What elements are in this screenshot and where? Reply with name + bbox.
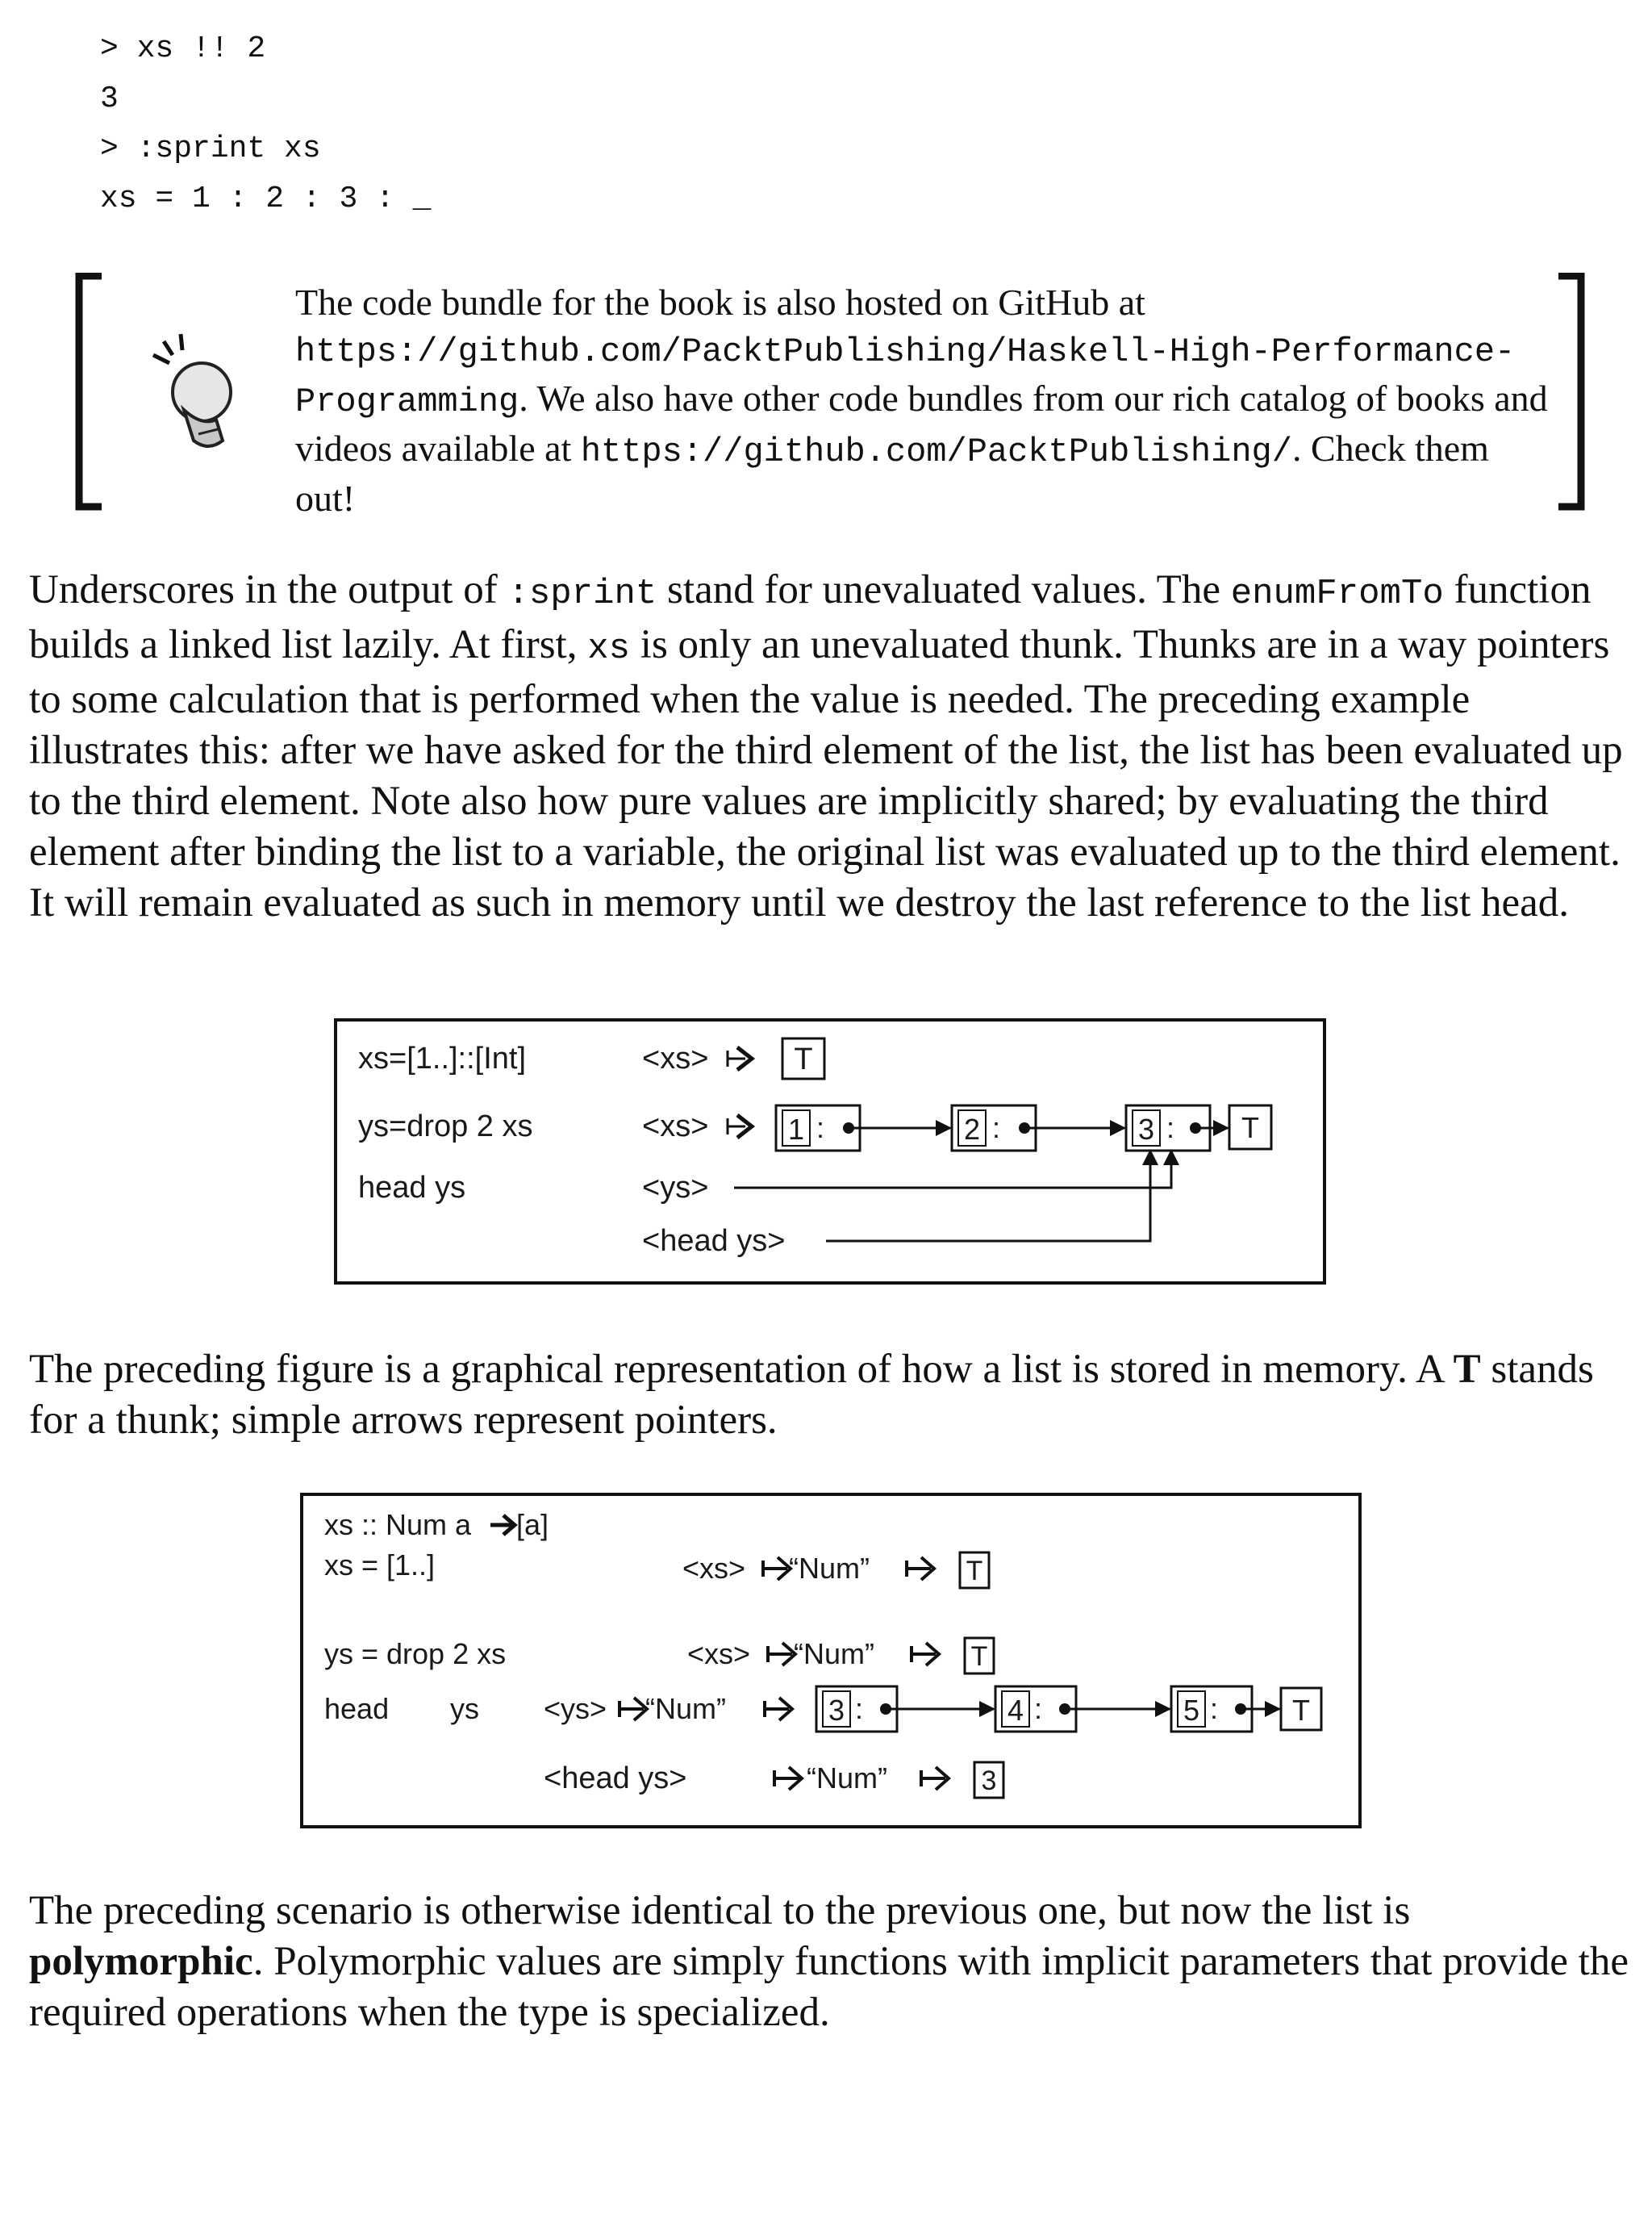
code-line: > xs !! 2 xyxy=(100,31,266,66)
cons-cell-2 xyxy=(952,1105,1036,1151)
svg-text::: : xyxy=(1166,1111,1175,1144)
xs-ref: <xs> xyxy=(642,1042,709,1076)
svg-text::: : xyxy=(992,1111,1001,1144)
cons-cell-3 xyxy=(816,1686,897,1732)
svg-text:<ys>: <ys> xyxy=(544,1692,607,1725)
xs-ref: <xs> xyxy=(642,1109,709,1143)
svg-text:T: T xyxy=(966,1556,983,1586)
svg-text:T: T xyxy=(1241,1111,1259,1144)
code-block xyxy=(100,24,431,224)
svg-text::: : xyxy=(1210,1692,1219,1725)
svg-text:“Num”: “Num” xyxy=(807,1761,887,1795)
svg-text::: : xyxy=(855,1692,864,1725)
svg-text:“Num”: “Num” xyxy=(794,1637,874,1670)
svg-text:2: 2 xyxy=(963,1113,981,1146)
svg-text:3: 3 xyxy=(981,1765,997,1796)
figure-list-memory xyxy=(334,1018,1326,1289)
ys-ref: <ys> xyxy=(642,1171,709,1205)
right-bracket xyxy=(1558,276,1581,507)
tip-text: The code bundle for the book is also hosted on GitHub at https://github.com/PacktPublishing/Haskell-High-Performance-Programming. We also have other code bundles from our rich catalog of books and videos available at https://github.com/PacktPublishing/. Check them out! xyxy=(295,282,1548,519)
row-label: head ys xyxy=(358,1171,466,1205)
code-line: xs = 1 : 2 : 3 : _ xyxy=(100,182,432,216)
tip-box xyxy=(73,273,1589,519)
svg-text::: : xyxy=(816,1111,825,1144)
svg-text:<head ys>: <head ys> xyxy=(544,1761,687,1795)
figure-svg xyxy=(334,1018,1326,1285)
svg-text:T: T xyxy=(794,1042,813,1076)
svg-text:T: T xyxy=(970,1641,988,1672)
github-url[interactable]: https://github.com/PacktPublishing/ xyxy=(580,432,1292,471)
svg-text:3: 3 xyxy=(1137,1113,1155,1146)
svg-text:“Num”: “Num” xyxy=(645,1692,726,1725)
svg-text:[a]: [a] xyxy=(516,1508,549,1541)
lightbulb-icon xyxy=(153,334,231,446)
svg-text:<xs>: <xs> xyxy=(687,1637,751,1670)
cons-cell-5 xyxy=(1171,1686,1252,1732)
svg-text:1: 1 xyxy=(787,1113,805,1146)
paragraph: Underscores in the output of :sprint stand for unevaluated values. The enumFromTo function builds a linked list lazily. At first, xs is only an unevaluated thunk. Thunks are in a way pointers to some calculation that is performed when the value is needed. The preceding example illustrates this: after we have asked for the third element of the list, the list has been evaluated up to the third element. Note also how pure values are implicitly shared; by evaluating the third element after binding the list to a variable, the original list was evaluated up to the third element. It will remain evaluated as such in memory until we destroy the last reference to the list head. xyxy=(29,567,1623,925)
svg-text:T: T xyxy=(1292,1694,1310,1727)
svg-text::: : xyxy=(1034,1692,1043,1725)
code-line: > :sprint xs xyxy=(100,132,321,166)
github-url[interactable]: https://github.com/PacktPublishing/Haskell-High-Performance-Programming xyxy=(295,332,1516,421)
svg-text:“Num”: “Num” xyxy=(789,1552,870,1585)
paragraph: The preceding scenario is otherwise identical to the previous one, but now the list is polymorphic. Polymorphic values are simply functions with implicit parameters that provide the required operations when the type is specialized. xyxy=(29,1888,1629,2035)
figure-polymorphic-list xyxy=(300,1493,1362,1832)
figure-svg xyxy=(300,1493,1362,1828)
definition: xs = [1..] xyxy=(324,1548,436,1581)
cons-cell-1 xyxy=(776,1105,860,1151)
definition: ys = drop 2 xs xyxy=(324,1637,507,1670)
code-line: 3 xyxy=(100,81,119,116)
left-bracket xyxy=(79,276,102,507)
type-signature: xs :: Num a xyxy=(324,1508,472,1541)
row-label: xs=[1..]::[Int] xyxy=(358,1042,527,1076)
head-ys-ref: <head ys> xyxy=(642,1224,786,1258)
paragraph: The preceding figure is a graphical representation of how a list is stored in memory. A T stands for a thunk; simple arrows represent pointers. xyxy=(29,1347,1594,1443)
svg-text:5: 5 xyxy=(1183,1694,1200,1727)
svg-text:4: 4 xyxy=(1007,1694,1024,1727)
svg-text:3: 3 xyxy=(828,1694,845,1727)
cons-cell-4 xyxy=(995,1686,1076,1732)
row-label: ys xyxy=(450,1692,479,1725)
row-label: head xyxy=(324,1692,390,1725)
row-label: ys=drop 2 xs xyxy=(358,1109,533,1143)
svg-text:<xs>: <xs> xyxy=(682,1552,746,1585)
